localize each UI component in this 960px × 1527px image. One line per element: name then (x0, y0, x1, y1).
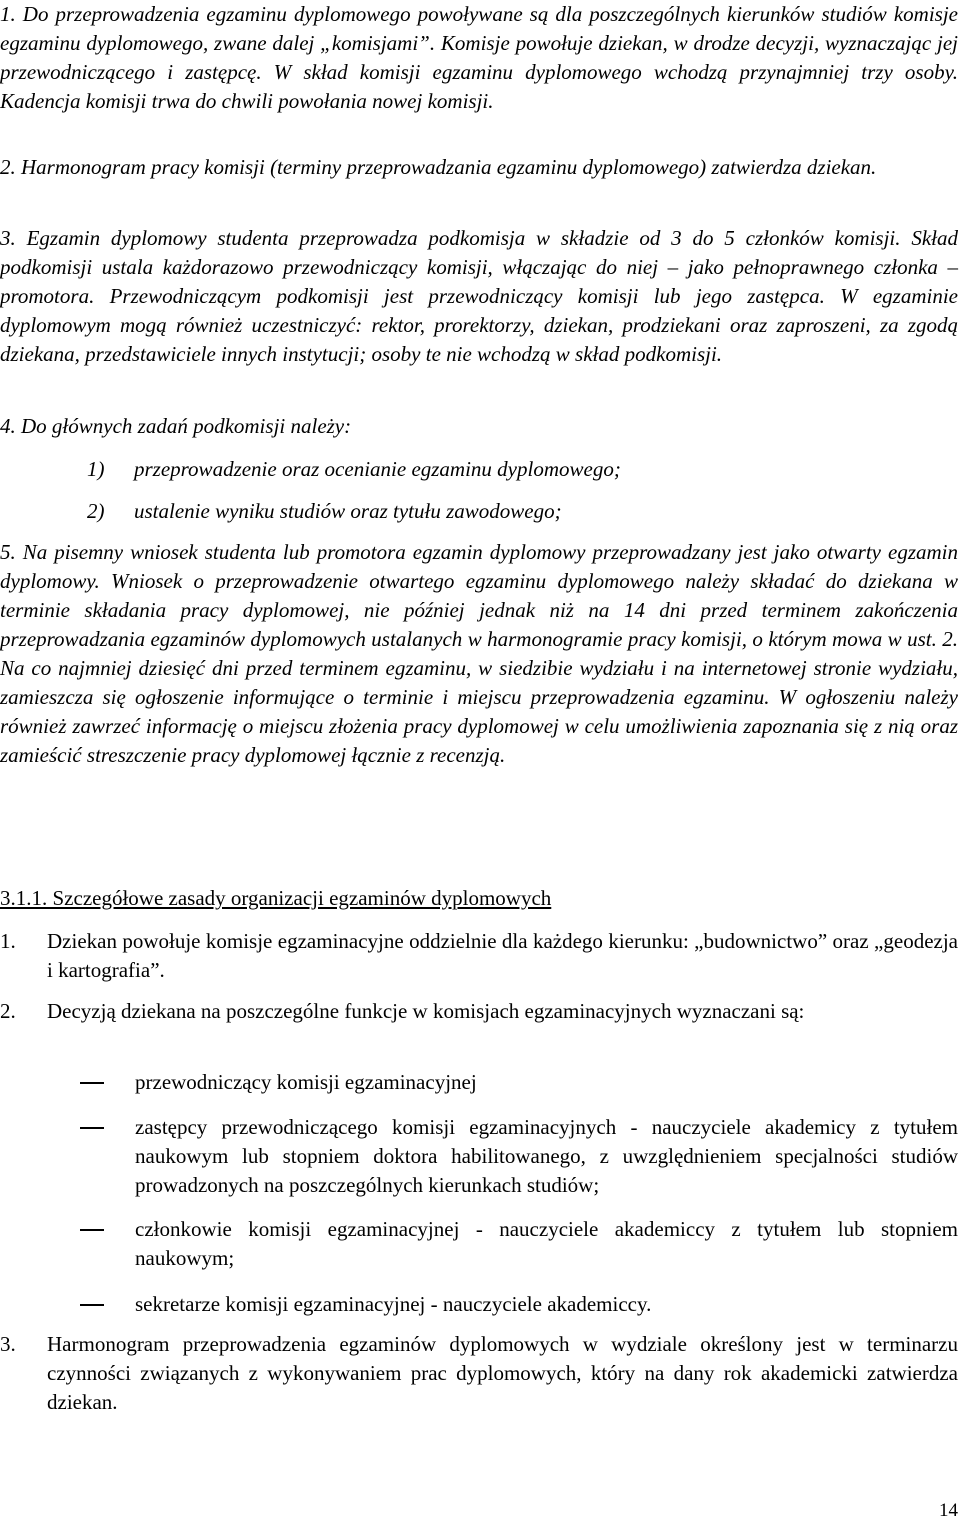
page-number: 14 (939, 1500, 958, 1521)
paragraph-4: 4. Do głównych zadań podkomisji należy: (0, 414, 352, 438)
dash-bullet (80, 1304, 104, 1306)
paragraph-1: 1. Do przeprowadzenia egzaminu dyplomowego powoływane są dla poszczególnych kierunków studiów komisje egzaminu dyplomowego, zwane dalej „komisjami”. Komisje powołuje dziekan, w drodze decyzji, wyznaczając jej przewodniczącego i zastępcę. W skład komisji egzaminu dyplomowego wchodzą przynajmniej trzy osoby. Kadencja komisji trwa do chwili powołania nowej komisji. (0, 2, 958, 113)
list-item-text: przeprowadzenie oraz ocenianie egzaminu dyplomowego; (134, 457, 621, 481)
list-item-text: ustalenie wyniku studiów oraz tytułu zawodowego; (134, 499, 562, 523)
dash-list-text: przewodniczący komisji egzaminacyjnej (135, 1070, 477, 1094)
list-item (87, 497, 947, 526)
section-heading: 3.1.1. Szczegółowe zasady organizacji egzaminów dyplomowych (0, 886, 552, 910)
dash-bullet (80, 1127, 104, 1129)
dash-list-text: zastępcy przewodniczącego komisji egzaminacyjnych - nauczyciele akademicy z tytułem naukowym lub stopniem doktora habilitowanego, z uwzględnieniem specjalności studiów prowadzonych na poszczególnych kierunkach studiów; (135, 1115, 958, 1197)
item-text: Decyzją dziekana na poszczególne funkcje w komisjach egzaminacyjnych wyznaczani są: (47, 999, 805, 1023)
dash-list-text: sekretarze komisji egzaminacyjnej - nauczyciele akademiccy. (135, 1292, 652, 1316)
item-text: Dziekan powołuje komisje egzaminacyjne oddzielnie dla każdego kierunku: „budownictwo” oraz „geodezja i kartografia”. (47, 929, 958, 982)
item-number: 1. (0, 929, 16, 953)
dash-bullet (80, 1229, 104, 1231)
list-item (87, 455, 947, 484)
list-item-number: 1) (87, 457, 105, 481)
list-item-number: 2) (87, 499, 105, 523)
item-number: 2. (0, 999, 16, 1023)
paragraph-3: 3. Egzamin dyplomowy studenta przeprowadza podkomisja w składzie od 3 do 5 członków komisji. Skład podkomisji ustala każdorazowo przewodniczący komisji, włączając do niej – jako pełnoprawnego członka – promotora. Przewodniczącym podkomisji jest przewodniczący komisji lub jego zastępca. W egzaminie dyplomowym mogą również uczestniczyć: rektor, prorektorzy, dziekan, prodziekani oraz zaproszeni, za zgodą dziekana, przedstawiciele innych instytucji; osoby te nie wchodzą w skład podkomisji. (0, 226, 958, 366)
dash-bullet (80, 1082, 104, 1084)
dash-list-text: członkowie komisji egzaminacyjnej - nauczyciele akademiccy z tytułem lub stopniem naukowym; (135, 1217, 958, 1270)
item-number: 3. (0, 1332, 16, 1356)
item-text: Harmonogram przeprowadzenia egzaminów dyplomowych w wydziale określony jest w terminarzu czynności związanych z wykonywaniem prac dyplomowych, który na dany rok akademicki zatwierdza dziekan. (47, 1332, 958, 1414)
paragraph-5: 5. Na pisemny wniosek studenta lub promotora egzamin dyplomowy przeprowadzany jest jako otwarty egzamin dyplomowy. Wniosek o przeprowadzenie otwartego egzaminu dyplomowego należy składać do dziekana w terminie składania pracy dyplomowej, nie później jednak niż na 14 dni przed terminem zakończenia przeprowadzania egzaminów dyplomowych ustalanych w harmonogramie pracy komisji, o którym mowa w ust. 2. Na co najmniej dziesięć dni przed terminem egzaminu, w siedzibie wydziału i na internetowej stronie wydziału, zamieszcza się ogłoszenie informujące o terminie i miejscu przeprowadzenia egzaminu. W ogłoszeniu należy również zawrzeć informację o miejscu złożenia pracy dyplomowej w celu umożliwienia zapoznania się z nią oraz zamieścić streszczenie pracy dyplomowej łącznie z recenzją. (0, 540, 958, 767)
paragraph-2: 2. Harmonogram pracy komisji (terminy przeprowadzania egzaminu dyplomowego) zatwierdza dziekan. (0, 155, 877, 179)
